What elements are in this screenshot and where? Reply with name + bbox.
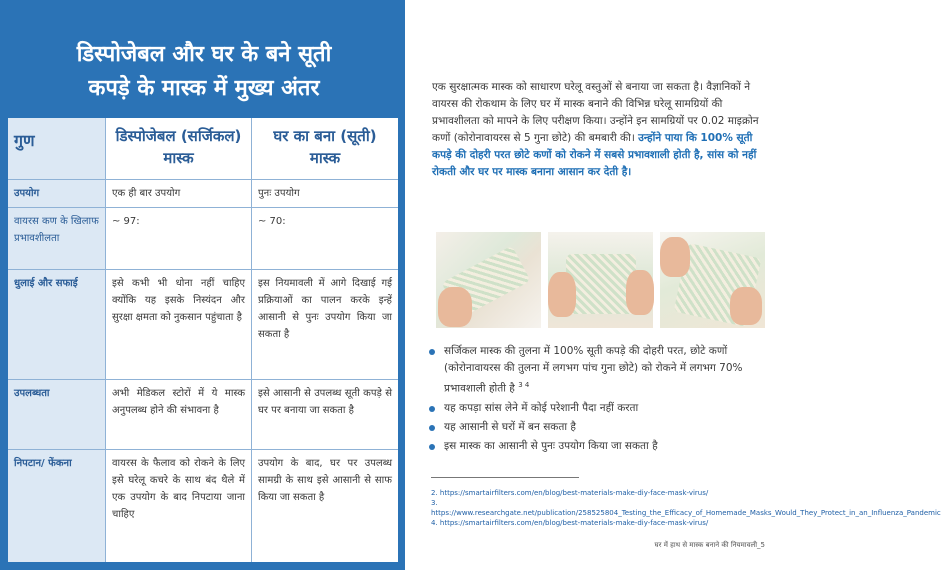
row-disposable: इसे कभी भी धोना नहीं चाहिए क्योंकि यह इसके निस्यंदन और सुरक्षा क्षमता को नुकसान पहुंचाता है xyxy=(106,270,252,380)
intro-paragraph xyxy=(432,79,769,181)
table-row xyxy=(8,180,398,208)
bullet-icon xyxy=(429,444,435,450)
header-homemade: घर का बना (सूती) मास्क xyxy=(252,118,398,180)
bullet-text: यह कपड़ा सांस लेने में कोई परेशानी पैदा नहीं करता xyxy=(444,401,639,414)
comparison-table xyxy=(8,118,398,562)
mask-layers-photo xyxy=(660,232,765,328)
bullet-text: यह आसानी से घरों में बन सकता है xyxy=(444,420,576,433)
table-row xyxy=(8,380,398,450)
row-disposable: एक ही बार उपयोग xyxy=(106,180,252,208)
list-item xyxy=(427,419,772,436)
row-homemade: ~ 70: xyxy=(252,208,398,270)
list-item xyxy=(427,438,772,455)
table-row xyxy=(8,270,398,380)
title-line-2: कपड़े के मास्क में मुख्य अंतर xyxy=(88,76,320,101)
references xyxy=(431,488,941,528)
footnote-marker: 3 4 xyxy=(518,381,530,389)
row-attribute: वायरस कण के खिलाफ प्रभावशीलता xyxy=(8,208,106,270)
header-disposable: डिस्पोजेबल (सर्जिकल) मास्क xyxy=(106,118,252,180)
header-attribute: गुण xyxy=(8,118,106,180)
row-attribute: निपटान/ फेंकना xyxy=(8,450,106,562)
footnote-divider xyxy=(431,477,579,478)
title-line-1: डिस्पोजेबल और घर के बने सूती xyxy=(76,42,332,67)
row-disposable: अभी मेडिकल स्टोरों में ये मास्क अनुपलब्ध होने की संभावना है xyxy=(106,380,252,450)
reference-link[interactable]: 4. https://smartairfilters.com/en/blog/best-materials-make-diy-face-mask-virus/ xyxy=(431,519,709,527)
intro-highlight: उन्होंने पाया कि 100% सूती कपड़े की दोहरी परत छोटे कणों को रोकने में सबसे प्रभावशाली होती है, सांस को नहीं रोकती और घर पर मास्क बनाना आसान कर देती है। xyxy=(432,132,757,178)
intro-text: एक सुरक्षात्मक मास्क को साधारण घरेलू वस्तुओं से बनाया जा सकता है। वैज्ञानिकों ने वायरस की रोकथाम के लिए घर में मास्क बनाने की विभिन्न घरेलू सामग्रियों की प्रभावशीलता को मापने के लिए परीक्षण किया। उन्होंने इन सामग्रियों पर 0.02 माइक्रोन कणों (कोरोनावायरस से 5 गुना छोटे) की बमबारी की। xyxy=(432,81,759,144)
row-homemade: इस नियमावली में आगे दिखाई गई प्रक्रियाओं का पालन करके इन्हें आसानी से पुनः उपयोग किया जा सकता है xyxy=(252,270,398,380)
mask-stretched-photo xyxy=(548,232,653,328)
row-attribute: उपयोग xyxy=(8,180,106,208)
list-item xyxy=(427,343,772,398)
benefits-list xyxy=(427,343,772,457)
page-footer: घर में हाथ से मास्क बनाने की नियमावली_5 xyxy=(654,541,765,549)
folded-mask-photo xyxy=(436,232,541,328)
left-page xyxy=(0,0,405,570)
list-item xyxy=(427,400,772,417)
row-disposable: ~ 97: xyxy=(106,208,252,270)
bullet-text: इस मास्क का आसानी से पुनः उपयोग किया जा सकता है xyxy=(444,439,658,452)
reference-link[interactable]: 2. https://smartairfilters.com/en/blog/best-materials-make-diy-face-mask-virus/ xyxy=(431,489,709,497)
table-header-row xyxy=(8,118,398,180)
row-disposable: वायरस के फैलाव को रोकने के लिए इसे घरेलू कचरे के साथ बंद थैले में एक उपयोग के बाद निपटाया जाना चाहिए xyxy=(106,450,252,562)
reference-link[interactable]: 3. https://www.researchgate.net/publication/258525804_Testing_the_Efficacy_of_Homemade_Masks_Would_They_Protect_in_an_Influenza_Pandemic xyxy=(431,499,941,517)
bullet-icon xyxy=(429,349,435,355)
row-homemade: उपयोग के बाद, घर पर उपलब्ध सामग्री के साथ इसे आसानी से साफ किया जा सकता है xyxy=(258,458,392,503)
row-attribute: धुलाई और सफाई xyxy=(8,270,106,380)
row-homemade: पुनः उपयोग xyxy=(252,180,398,208)
table-row xyxy=(8,208,398,270)
page-title xyxy=(14,38,394,106)
bullet-icon xyxy=(429,425,435,431)
table-row xyxy=(8,450,398,562)
row-homemade: इसे आसानी से उपलब्ध सूती कपड़े से घर पर बनाया जा सकता है xyxy=(252,380,398,450)
photo-strip xyxy=(436,232,765,328)
bullet-text: सर्जिकल मास्क की तुलना में 100% सूती कपड़े की दोहरी परत, छोटे कणों (कोरोनावायरस की तुलना में लगभग पांच गुना छोटे) को रोकने में लगभग 70% प्रभावशाली होती है xyxy=(444,345,743,395)
bullet-icon xyxy=(429,406,435,412)
right-page xyxy=(405,0,941,570)
row-attribute: उपलब्धता xyxy=(8,380,106,450)
